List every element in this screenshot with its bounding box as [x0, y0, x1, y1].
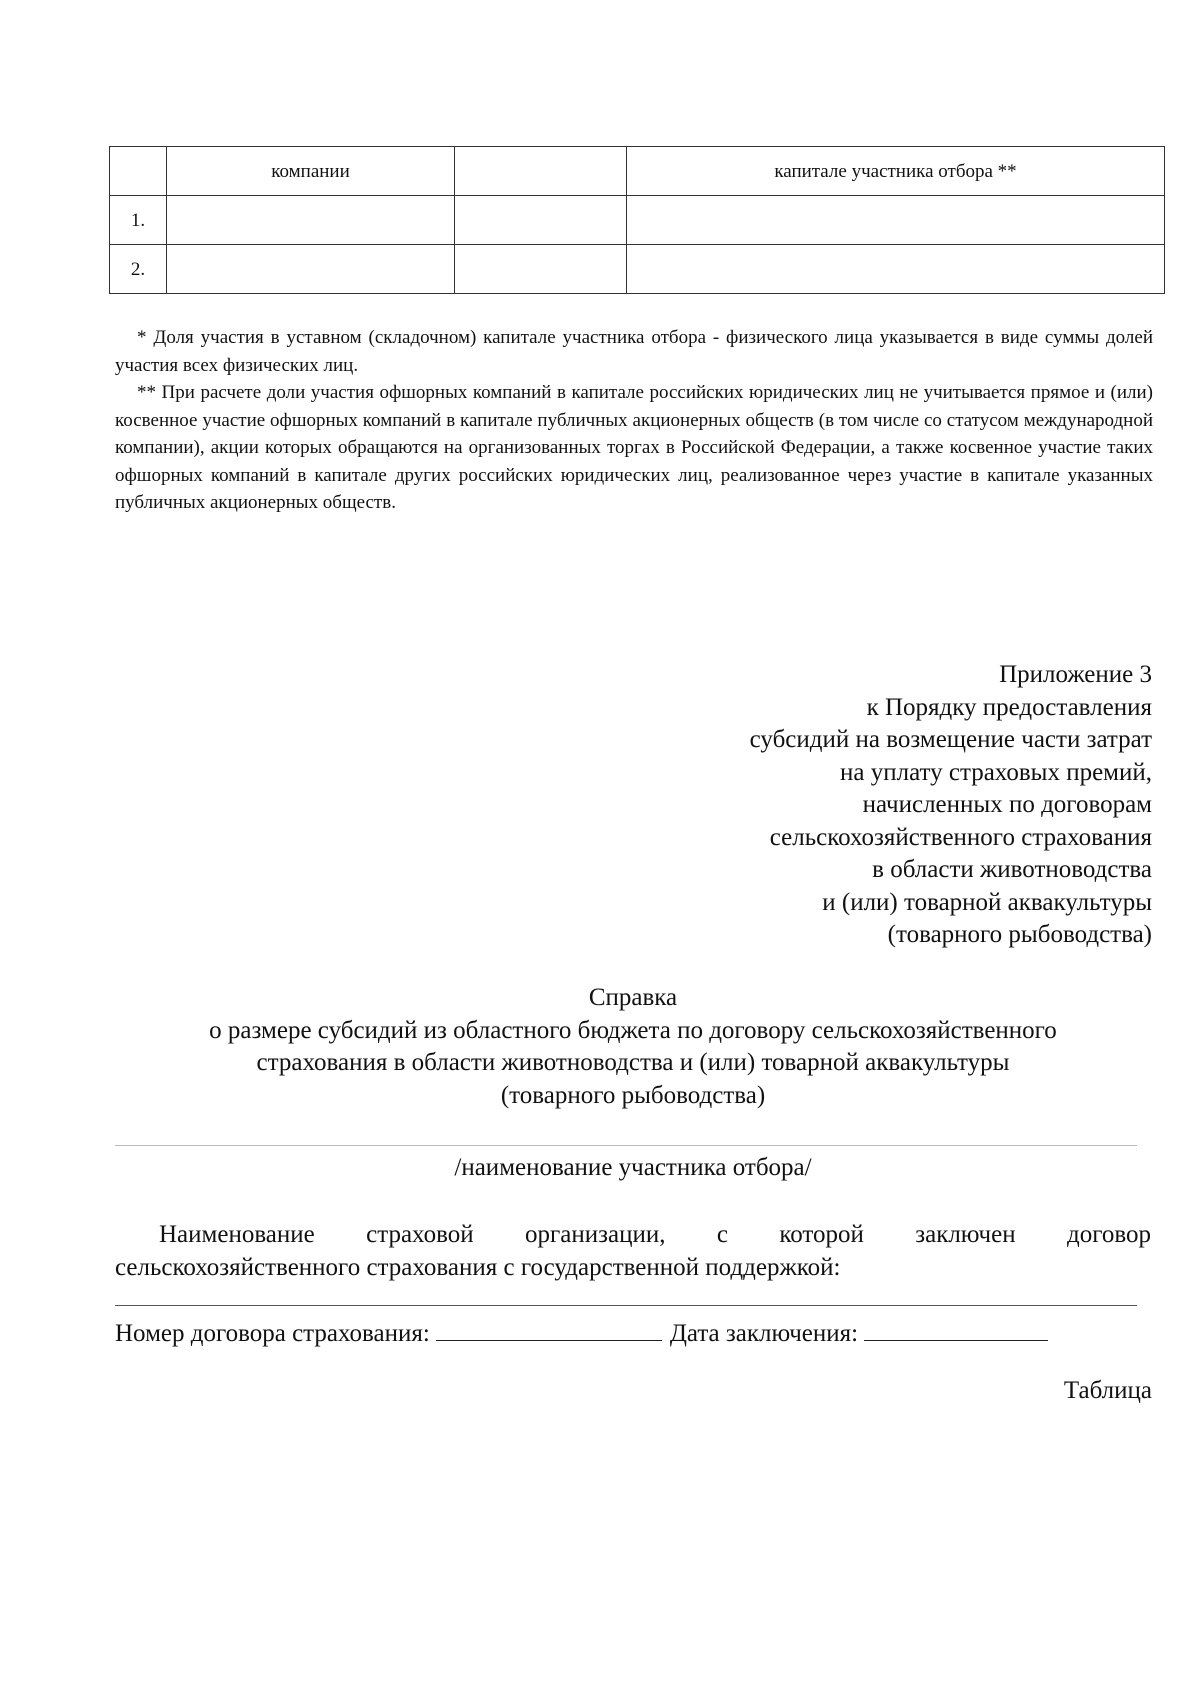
- contract-number-label: Номер договора страхования:: [115, 1320, 430, 1347]
- insurer-word: страховой: [366, 1221, 474, 1248]
- participant-name-line: [115, 1145, 1137, 1146]
- row-number-cell: 2.: [110, 245, 167, 294]
- insurer-paragraph: [115, 1219, 1151, 1284]
- title-line: Справка: [588, 984, 678, 1011]
- table-label: Таблица: [1063, 1377, 1152, 1404]
- table-header-cell: капитале участника отбора **: [627, 147, 1165, 196]
- document-title: [115, 982, 1151, 1112]
- table-cell: [167, 196, 455, 245]
- insurer-line-1: [115, 1219, 1151, 1252]
- contract-line: [115, 1314, 1048, 1350]
- row-number-cell: 1.: [110, 196, 167, 245]
- contract-number-blank: [436, 1314, 662, 1341]
- appendix-line: (товарного рыбоводства): [887, 921, 1152, 948]
- table-header-cell: [455, 147, 627, 196]
- table-cell: [627, 245, 1165, 294]
- table-header-cell: [110, 147, 167, 196]
- insurer-word: которой: [779, 1221, 864, 1248]
- table-header-cell: компании: [167, 147, 455, 196]
- insurer-word: организации,: [524, 1221, 666, 1248]
- title-line: страхования в области животноводства и (или) товарной аквакультуры: [256, 1049, 1010, 1076]
- title-line: (товарного рыбоводства): [500, 1081, 766, 1109]
- appendix-line: Приложение 3: [999, 661, 1152, 688]
- insurer-word: Наименование: [159, 1221, 315, 1248]
- shareholders-table: [109, 146, 1165, 294]
- insurer-word: заключен: [915, 1221, 1016, 1248]
- table-cell: [455, 196, 627, 245]
- title-line: о размере субсидий из областного бюджета по договору сельскохозяйственного: [209, 1016, 1057, 1044]
- insurer-word: с: [716, 1221, 728, 1248]
- appendix-line: и (или) товарной аквакультуры: [822, 888, 1152, 916]
- insurer-line-2: сельскохозяйственного страхования с государственной поддержкой:: [115, 1253, 841, 1281]
- table-cell: [627, 196, 1165, 245]
- appendix-header: [750, 659, 1152, 952]
- appendix-line: сельскохозяйственного страхования: [769, 823, 1152, 851]
- contract-date-label: Дата заключения:: [669, 1320, 859, 1347]
- table-cell: [167, 245, 455, 294]
- contract-date-blank: [864, 1314, 1048, 1341]
- table-header-row: [110, 147, 1165, 196]
- appendix-line: в области животноводства: [872, 856, 1152, 883]
- table-cell: [455, 245, 627, 294]
- appendix-line: к Порядку предоставления: [866, 693, 1152, 721]
- footnote-double-star: ** При расчете доли участия офшорных компаний в капитале российских юридических лиц не учитывается прямое и (или) косвенное участие офшорных компаний в капитале публичных акционерных обществ (в том числе со статусом международной компании), акции которых обращаются на организованных торгах в Российской Федерации, а также косвенное участие таких офшорных компаний в капитале других российских юридических лиц, реализованное через участие в капитале указанных публичных акционерных обществ.: [115, 382, 1153, 513]
- insurer-word: договор: [1066, 1221, 1151, 1248]
- footnote-single-star: * Доля участия в уставном (складочном) капитале участника отбора - физического лица указывается в виде суммы долей участия всех физических лиц.: [115, 327, 1153, 376]
- participant-caption: /наименование участника отбора/: [454, 1154, 812, 1181]
- appendix-line: субсидий на возмещение части затрат: [749, 726, 1152, 753]
- insurer-name-line: [115, 1305, 1137, 1306]
- appendix-line: на уплату страховых премий,: [840, 758, 1152, 786]
- footnotes: [115, 324, 1153, 517]
- table-row: [110, 196, 1165, 245]
- appendix-line: начисленных по договорам: [862, 791, 1152, 818]
- table-row: [110, 245, 1165, 294]
